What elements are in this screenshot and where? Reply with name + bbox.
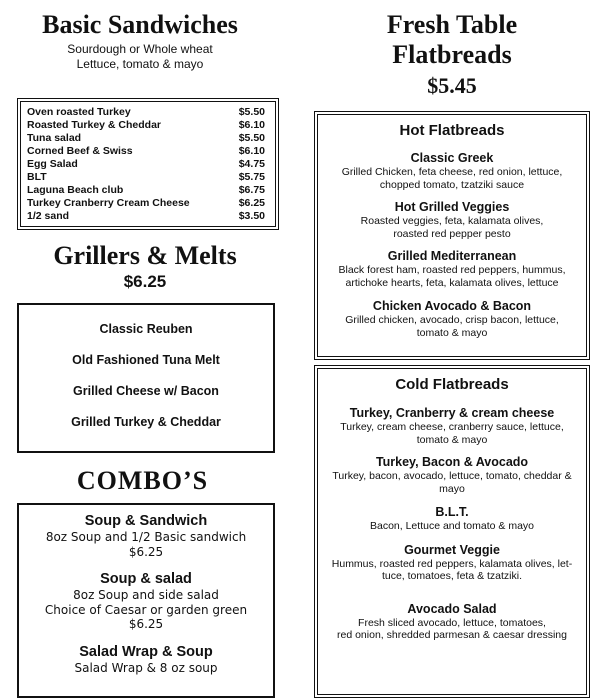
grillers-list — [19, 305, 273, 438]
sandwich-name: Laguna Beach club — [27, 184, 124, 196]
sandwich-item — [27, 158, 269, 171]
sandwich-name: Roasted Turkey & Cheddar — [27, 119, 162, 131]
sandwich-item — [27, 210, 269, 223]
flatbread-title: Hot Grilled Veggies — [394, 200, 510, 214]
combo-item — [19, 513, 273, 559]
flatbread-title: Chicken Avocado & Bacon — [372, 299, 532, 313]
basic-sandwiches-subtitle-toppings: Lettuce, tomato & mayo — [76, 57, 204, 71]
sandwich-name: 1/2 sand — [27, 210, 70, 222]
basic-sandwiches-list — [21, 102, 275, 223]
flatbread-desc-line: Black forest ham, roasted red peppers, hummus, — [338, 264, 566, 276]
flatbread-title: Gourmet Veggie — [404, 542, 500, 557]
flatbreads-title-line2: Flatbreads — [392, 40, 512, 69]
combo-desc-line: $6.25 — [128, 617, 164, 631]
sandwich-item — [27, 132, 269, 145]
flatbread-desc-line: red onion, shredded parmesan & caesar dressing — [337, 629, 567, 641]
combos-list — [19, 505, 273, 675]
flatbread-title: B.L.T. — [435, 505, 469, 519]
griller-item: Old Fashioned Tuna Melt — [72, 353, 220, 367]
sandwich-price: $5.75 — [238, 171, 265, 183]
sandwich-price: $5.50 — [238, 132, 265, 144]
sandwich-price: $6.10 — [238, 145, 265, 157]
grillers-price: $6.25 — [123, 272, 167, 291]
flatbread-title: Turkey, Bacon & Avocado — [375, 455, 529, 469]
griller-item: Grilled Turkey & Cheddar — [71, 415, 221, 429]
grillers-title: Grillers & Melts — [53, 241, 237, 270]
sandwich-name: Corned Beef & Swiss — [27, 145, 133, 157]
sandwich-price: $3.50 — [238, 210, 265, 222]
flatbread-item — [318, 543, 586, 583]
sandwich-price: $4.75 — [238, 158, 265, 170]
cold-flatbreads-box — [314, 365, 590, 698]
combos-title: COMBO’S — [76, 466, 209, 495]
combo-desc-line: 8oz Soup and side salad — [73, 588, 219, 602]
griller-item: Classic Reuben — [99, 322, 193, 336]
combo-desc-line: Choice of Caesar or garden green — [44, 602, 248, 617]
hot-flatbreads-box — [314, 111, 590, 360]
flatbread-desc-line: roasted red pepper pesto — [393, 227, 511, 240]
combo-desc-line: 8oz Soup and 1/2 Basic sandwich — [45, 530, 247, 544]
flatbread-desc-line: Roasted veggies, feta, kalamata olives, — [360, 215, 544, 227]
sandwich-item — [27, 171, 269, 184]
flatbread-desc-line: chopped tomato, tzatziki sauce — [379, 178, 525, 191]
combo-title: Soup & Sandwich — [84, 513, 208, 529]
sandwich-name: BLT — [27, 171, 47, 183]
basic-sandwiches-title: Basic Sandwiches — [42, 10, 238, 39]
sandwich-price: $5.50 — [238, 106, 265, 118]
sandwich-item — [27, 119, 269, 132]
flatbread-item — [318, 151, 586, 191]
flatbread-desc-line: Bacon, Lettuce and tomato & mayo — [369, 520, 535, 532]
flatbread-item — [318, 406, 586, 446]
flatbread-desc-line: tomato & mayo — [416, 326, 488, 339]
sandwich-price: $6.10 — [238, 119, 265, 131]
sandwich-name: Tuna salad — [27, 132, 82, 144]
sandwich-name: Egg Salad — [27, 158, 78, 170]
grillers-box — [17, 303, 275, 453]
combo-title: Salad Wrap & Soup — [79, 643, 213, 660]
flatbread-desc-line: Turkey, cream cheese, cranberry sauce, lettuce, — [340, 421, 564, 433]
flatbread-item — [318, 249, 586, 289]
cold-flatbreads-list — [318, 406, 586, 642]
combo-item — [19, 644, 273, 676]
combos-box — [17, 503, 275, 698]
flatbread-title: Grilled Mediterranean — [387, 249, 517, 263]
flatbreads-title-line1: Fresh Table — [386, 10, 518, 39]
flatbread-desc-line: tuce, tomatoes, feta & tzatziki. — [381, 570, 523, 582]
flatbread-item — [318, 455, 586, 495]
combo-desc-line: Salad Wrap & 8 oz soup — [74, 660, 218, 675]
sandwich-item — [27, 197, 269, 210]
flatbread-desc-line: Turkey, bacon, avocado, lettuce, tomato, cheddar & — [332, 470, 572, 482]
basic-sandwiches-box — [17, 98, 279, 230]
flatbreads-price: $5.45 — [427, 73, 477, 98]
flatbread-item — [318, 299, 586, 339]
griller-item: Grilled Cheese w/ Bacon — [73, 384, 219, 398]
sandwich-item — [27, 106, 269, 119]
sandwich-price: $6.25 — [238, 197, 265, 209]
flatbread-desc-line: Grilled chicken, avocado, crisp bacon, lettuce, — [345, 314, 559, 326]
hot-flatbreads-list — [318, 151, 586, 339]
flatbread-item — [318, 602, 586, 642]
flatbread-desc-line: Grilled Chicken, feta cheese, red onion, lettuce, — [341, 166, 563, 178]
combo-item — [19, 571, 273, 632]
sandwich-name: Turkey Cranberry Cream Cheese — [27, 197, 190, 209]
sandwich-name: Oven roasted Turkey — [27, 106, 131, 118]
combo-title: Soup & salad — [100, 571, 192, 587]
flatbread-desc-line: Hummus, roasted red peppers, kalamata olives, let- — [331, 557, 573, 570]
flatbread-title: Avocado Salad — [407, 601, 497, 616]
cold-flatbreads-heading: Cold Flatbreads — [395, 376, 509, 393]
flatbread-desc-line: mayo — [439, 482, 465, 495]
flatbread-title: Turkey, Cranberry & cream cheese — [349, 406, 555, 420]
sandwich-price: $6.75 — [238, 184, 265, 196]
sandwich-item — [27, 145, 269, 158]
flatbread-item — [318, 505, 586, 533]
combo-desc-line: $6.25 — [128, 544, 164, 559]
flatbread-desc-line: Fresh sliced avocado, lettuce, tomatoes, — [358, 616, 546, 629]
flatbread-item — [318, 200, 586, 240]
flatbread-desc-line: artichoke hearts, feta, kalamata olives, lettuce — [345, 276, 559, 289]
hot-flatbreads-heading: Hot Flatbreads — [399, 122, 505, 139]
flatbread-title: Classic Greek — [410, 151, 494, 165]
flatbread-desc-line: tomato & mayo — [416, 433, 488, 446]
basic-sandwiches-subtitle-bread: Sourdough or Whole wheat — [67, 42, 213, 56]
sandwich-item — [27, 184, 269, 197]
